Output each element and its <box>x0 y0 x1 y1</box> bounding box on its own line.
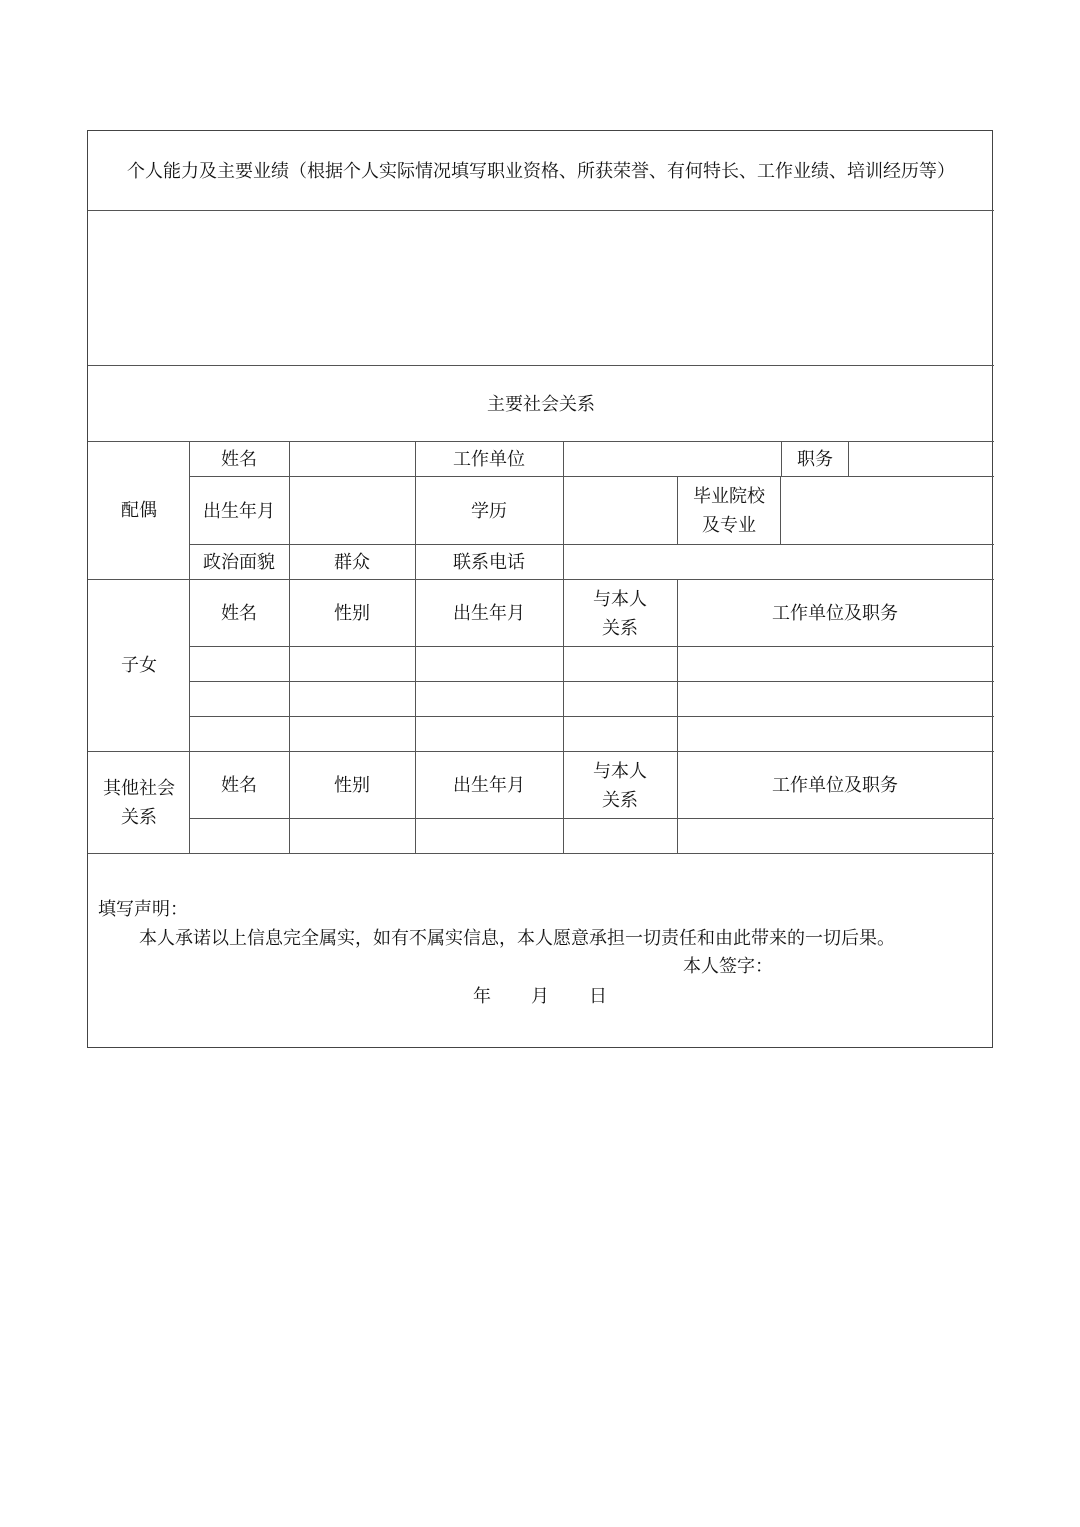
others-header-name: 姓名 <box>221 775 257 796</box>
others-header-relation-line1: 与本人 <box>593 761 647 782</box>
row-divider <box>88 210 994 211</box>
row-divider <box>189 716 994 717</box>
row-divider <box>189 544 994 545</box>
others-header-work: 工作单位及职务 <box>772 775 898 796</box>
children-header-relation-line1: 与本人 <box>593 589 647 610</box>
spouse-birth-label: 出生年月 <box>203 501 275 522</box>
children-header-name: 姓名 <box>221 603 257 624</box>
col-divider <box>189 441 190 853</box>
col-divider <box>415 441 416 853</box>
row-divider <box>189 476 994 477</box>
children-header-relation-line2: 关系 <box>602 618 638 639</box>
row-divider <box>88 579 994 580</box>
others-header-relation-line2: 关系 <box>602 790 638 811</box>
row-divider <box>189 681 994 682</box>
declaration-text: 本人承诺以上信息完全属实，如有不属实信息，本人愿意承担一切责任和由此带来的一切后果。 <box>139 928 895 949</box>
others-group-label-line1: 其他社会 <box>103 778 175 799</box>
date-month: 月 <box>531 986 549 1007</box>
row-divider <box>88 751 994 752</box>
row-divider <box>88 853 994 854</box>
date-day: 日 <box>589 986 607 1007</box>
signature-label: 本人签字： <box>683 956 773 977</box>
col-divider <box>677 579 678 853</box>
children-group-label: 子女 <box>121 655 157 676</box>
spouse-phone-label: 联系电话 <box>453 552 525 573</box>
spouse-political-value: 群众 <box>334 552 370 573</box>
row-divider <box>189 818 994 819</box>
row-divider <box>88 365 994 366</box>
spouse-work-unit-label: 工作单位 <box>453 449 525 470</box>
declaration-title: 填写声明： <box>98 899 188 920</box>
children-header-birth: 出生年月 <box>453 603 525 624</box>
children-header-gender: 性别 <box>334 603 370 624</box>
spouse-name-label: 姓名 <box>221 449 257 470</box>
social-relations-title: 主要社会关系 <box>487 394 595 415</box>
children-header-work: 工作单位及职务 <box>772 603 898 624</box>
col-divider <box>563 441 564 853</box>
spouse-group-label: 配偶 <box>121 500 157 521</box>
spouse-political-label: 政治面貌 <box>203 552 275 573</box>
col-divider <box>848 441 849 476</box>
spouse-school-major-line1: 毕业院校 <box>693 486 765 507</box>
col-divider <box>677 476 678 544</box>
row-divider <box>189 646 994 647</box>
others-group-label-line2: 关系 <box>121 807 157 828</box>
registration-form <box>87 130 993 1048</box>
ability-section-header: 个人能力及主要业绩（根据个人实际情况填写职业资格、所获荣誉、有何特长、工作业绩、培训经历等） <box>127 161 955 182</box>
others-header-gender: 性别 <box>334 775 370 796</box>
spouse-education-label: 学历 <box>471 501 507 522</box>
spouse-school-major-line2: 及专业 <box>702 515 756 536</box>
date-year: 年 <box>473 986 491 1007</box>
col-divider <box>289 441 290 853</box>
others-header-birth: 出生年月 <box>453 775 525 796</box>
col-divider <box>780 476 781 544</box>
col-divider <box>781 441 782 476</box>
spouse-position-label: 职务 <box>797 449 833 470</box>
row-divider <box>88 441 994 442</box>
